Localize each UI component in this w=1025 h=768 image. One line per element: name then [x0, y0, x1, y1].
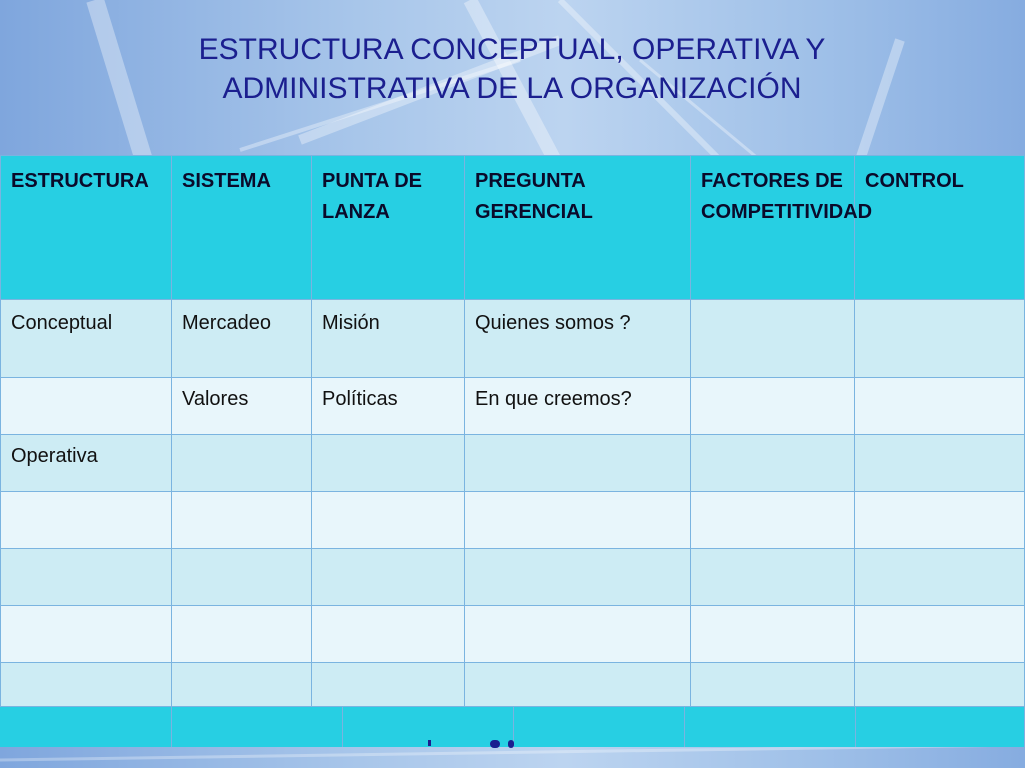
table-cell: [312, 435, 465, 492]
table-cell: [691, 492, 855, 549]
header-pregunta-gerencial: PREGUNTA GERENCIAL: [465, 156, 691, 300]
table-cell: [855, 435, 1025, 492]
table-cell: [312, 549, 465, 606]
table-cell: [465, 606, 691, 663]
table-cell: Valores: [172, 378, 312, 435]
table-row: [1, 435, 1025, 492]
table-cell: Políticas: [312, 378, 465, 435]
footer-divider: [855, 707, 856, 747]
footer-divider: [171, 707, 172, 747]
footer-divider: [342, 707, 343, 747]
header-control: CONTROL: [855, 156, 1025, 300]
table-cell: [1, 492, 172, 549]
table-cell: [1, 378, 172, 435]
table-row: [1, 492, 1025, 549]
table-cell: [691, 549, 855, 606]
table-cell: [691, 300, 855, 378]
table-cell: Conceptual: [1, 300, 172, 378]
footer-divider: [684, 707, 685, 747]
table-cell: [691, 378, 855, 435]
table-cell: [1, 549, 172, 606]
footer-text-fragment: [420, 738, 530, 750]
table-cell: [465, 492, 691, 549]
table-cell: [172, 492, 312, 549]
header-factores-de-competitividad: FACTORES DE COMPETITIVIDAD: [691, 156, 855, 300]
table-cell: [465, 435, 691, 492]
header-estructura: ESTRUCTURA: [1, 156, 172, 300]
table-cell: Mercadeo: [172, 300, 312, 378]
table-cell: [855, 606, 1025, 663]
table-cell: [172, 435, 312, 492]
table-cell: Misión: [312, 300, 465, 378]
table-cell: [172, 549, 312, 606]
table-cell: [855, 549, 1025, 606]
slide-title: [40, 30, 984, 108]
table-cell: [1, 606, 172, 663]
table-cell: Operativa: [1, 435, 172, 492]
header-sistema: SISTEMA: [172, 156, 312, 300]
table-cell: Quienes somos ?: [465, 300, 691, 378]
table-cell: [172, 606, 312, 663]
table-cell: [855, 378, 1025, 435]
table-cell: [855, 300, 1025, 378]
title-line-1: ESTRUCTURA CONCEPTUAL, OPERATIVA Y: [198, 33, 826, 66]
title-line-2: ADMINISTRATIVA DE LA ORGANIZACIÓN: [222, 72, 802, 105]
table-row: [1, 549, 1025, 606]
table-cell: En que creemos?: [465, 378, 691, 435]
table-cell: [465, 549, 691, 606]
table-cell: [312, 606, 465, 663]
table-row: [1, 300, 1025, 378]
table-header-row: [1, 156, 1025, 300]
table-row: [1, 378, 1025, 435]
structure-table: [0, 155, 1025, 720]
table-cell: [691, 435, 855, 492]
table-cell: [312, 492, 465, 549]
header-punta-de-lanza: PUNTA DE LANZA: [312, 156, 465, 300]
table-row: [1, 606, 1025, 663]
table-cell: [855, 492, 1025, 549]
table-cell: [691, 606, 855, 663]
